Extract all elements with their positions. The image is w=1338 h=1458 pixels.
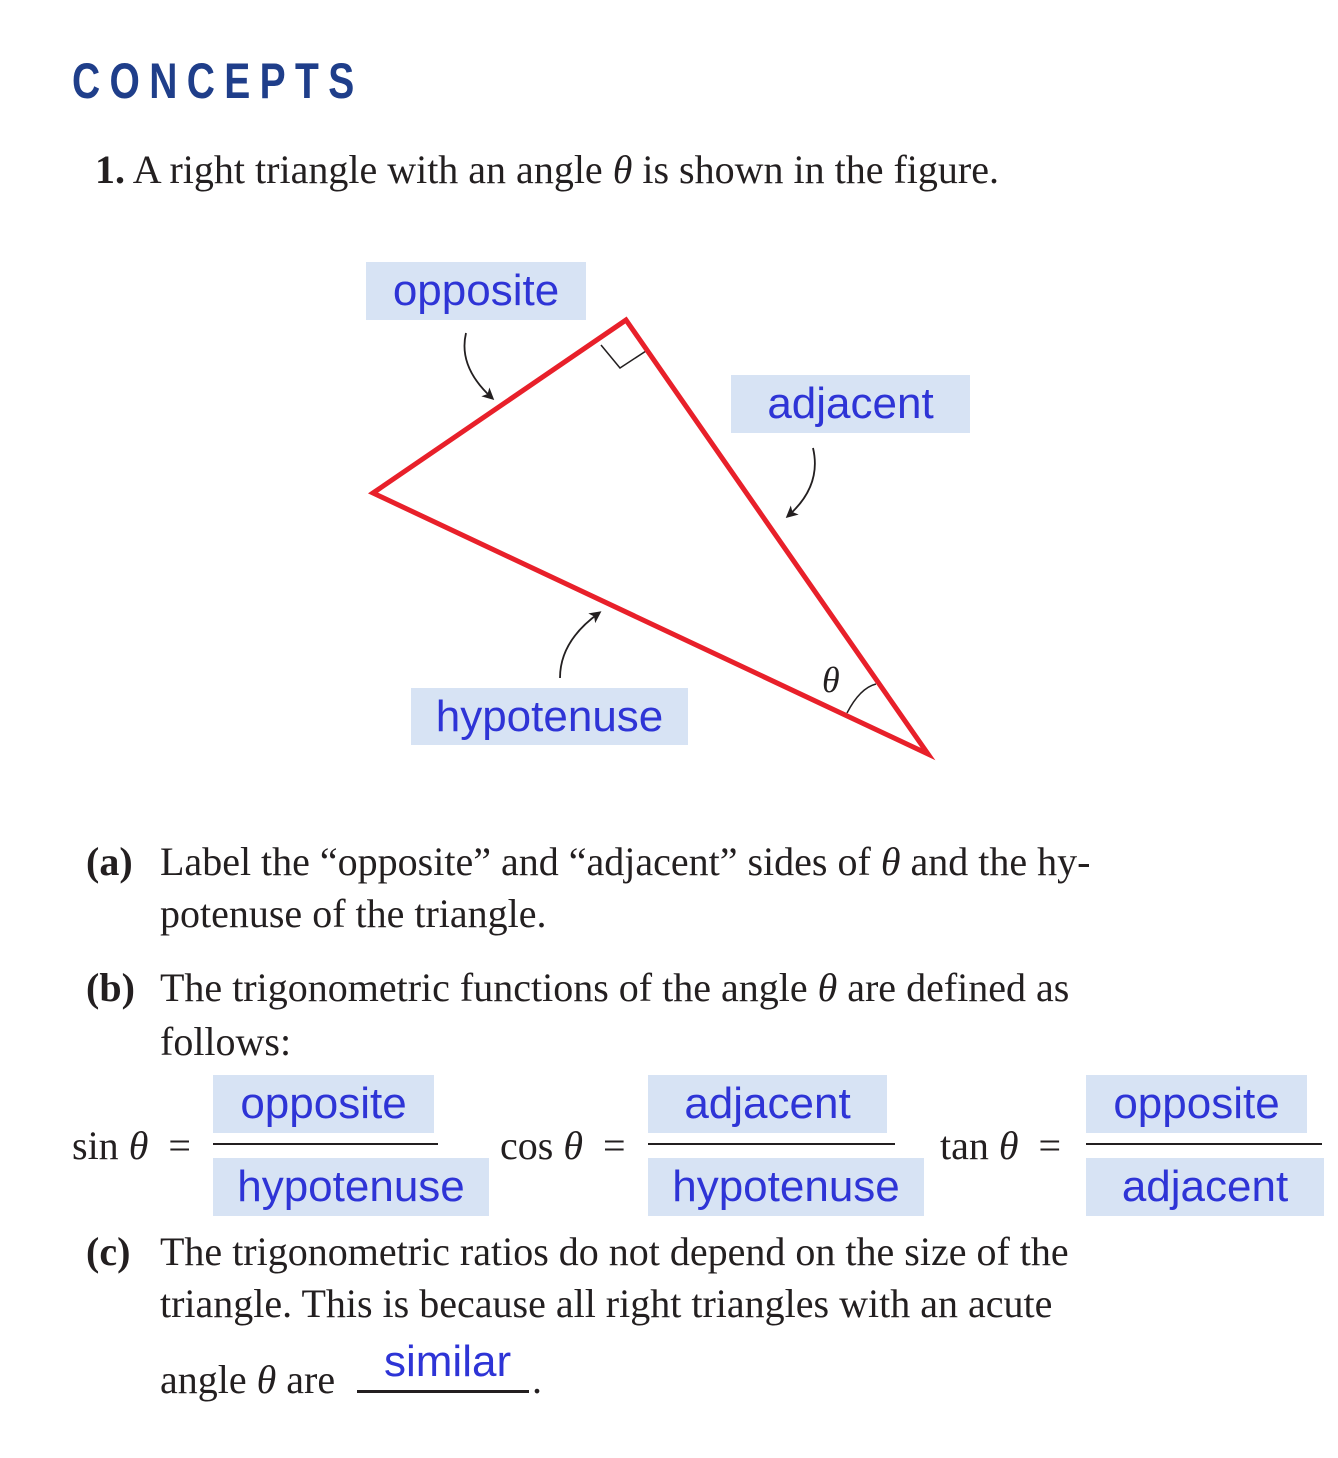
sin-denominator: hypotenuse (213, 1158, 489, 1216)
sin-name: sin (72, 1123, 119, 1168)
theta-symbol: θ (563, 1123, 583, 1168)
theta-symbol: θ (612, 147, 633, 192)
part-c-line-1 (86, 1229, 1069, 1274)
part-c-line-2: triangle. This is because all right triangles with an acute (160, 1281, 1053, 1326)
part-c-text-1: The trigonometric ratios do not depend on the size of the (160, 1229, 1069, 1274)
part-c-period: . (532, 1357, 542, 1402)
sin-formula-lhs (72, 1123, 191, 1168)
cos-formula-lhs (500, 1123, 626, 1168)
equals-sign: = (602, 1123, 626, 1168)
right-angle-marker (601, 345, 646, 368)
tan-fraction-bar (1086, 1143, 1322, 1145)
sin-fraction-bar (213, 1143, 438, 1145)
adjacent-label-box: adjacent (731, 375, 970, 433)
hypotenuse-label-box: hypotenuse (411, 688, 688, 745)
part-b-line-2: follows: (160, 1019, 292, 1064)
problem-text-before: A right triangle with an angle (132, 147, 613, 192)
part-c-line-3 (160, 1357, 336, 1402)
tan-denominator: adjacent (1086, 1158, 1324, 1216)
theta-symbol: θ (817, 965, 838, 1010)
similar-answer: similar (384, 1337, 512, 1386)
theta-symbol: θ (256, 1357, 277, 1402)
opposite-arrow (464, 333, 492, 398)
cos-fraction-bar (648, 1143, 895, 1145)
opposite-label-box: opposite (366, 262, 586, 320)
problem-number: 1. (95, 147, 125, 192)
section-heading: CONCEPTS (72, 53, 364, 109)
answer-blank-line (357, 1390, 529, 1393)
adjacent-arrow (788, 448, 815, 516)
part-a-text-2: and the hy- (900, 839, 1091, 884)
sin-numerator: opposite (213, 1075, 434, 1133)
angle-label: θ (822, 660, 840, 700)
theta-symbol: θ (998, 1123, 1019, 1168)
angle-arc (847, 684, 876, 713)
part-c-text-3b: are (276, 1357, 336, 1402)
problem-text-after: is shown in the figure. (632, 147, 999, 192)
equals-sign: = (168, 1123, 191, 1168)
part-a-text-1: Label the “opposite” and “adjacent” sides of (160, 839, 881, 884)
theta-symbol: θ (128, 1123, 149, 1168)
tan-formula-lhs (940, 1123, 1062, 1168)
part-b-text-2: are defined as (837, 965, 1070, 1010)
tan-numerator: opposite (1086, 1075, 1307, 1133)
cos-numerator: adjacent (648, 1075, 887, 1133)
part-a-line-2: potenuse of the triangle. (160, 891, 547, 936)
part-b-line-1 (86, 965, 1070, 1010)
tan-name: tan (940, 1123, 989, 1168)
theta-symbol: θ (880, 839, 901, 884)
part-a-label: (a) (86, 839, 133, 884)
cos-denominator: hypotenuse (648, 1158, 924, 1216)
part-c-text-3a: angle (160, 1357, 257, 1402)
part-a-line-1 (86, 839, 1091, 884)
part-b-label: (b) (86, 965, 135, 1010)
hypotenuse-arrow (560, 613, 599, 678)
equals-sign: = (1038, 1123, 1062, 1168)
part-b-text-1: The trigonometric functions of the angle (160, 965, 818, 1010)
cos-name: cos (500, 1123, 554, 1168)
part-c-label: (c) (86, 1229, 131, 1274)
